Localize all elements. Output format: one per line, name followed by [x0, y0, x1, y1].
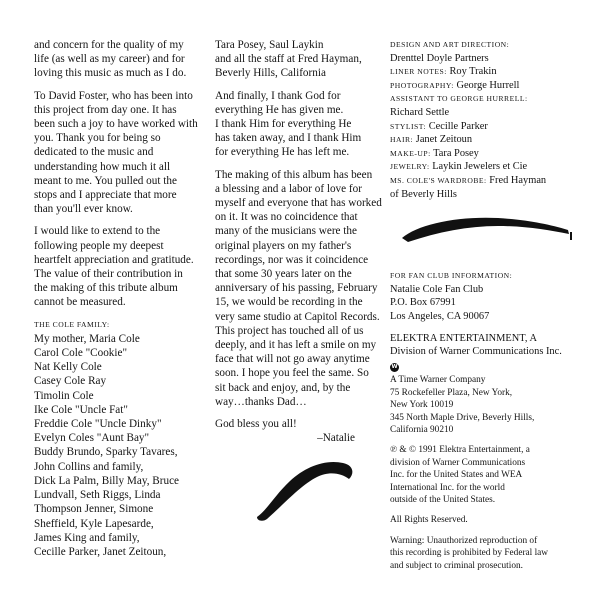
- text-line: California 90210: [390, 424, 454, 435]
- text-line: very same studio at Capitol Records.: [215, 310, 380, 323]
- text-line: Beverly Hills, California: [215, 67, 326, 80]
- credit-label: ASSISTANT TO GEORGE HURRELL:: [390, 94, 528, 104]
- thanks-god: [215, 89, 385, 160]
- text-line: been such a joy to have worked with: [34, 118, 198, 131]
- brush-stroke-right: [398, 210, 598, 250]
- text-line: ℗ & © 1991 Elektra Entertainment, a: [390, 445, 530, 456]
- credit-row: [390, 106, 590, 120]
- text-line: division of Warner Communications: [390, 457, 526, 468]
- text-line: for everything He has left me.: [215, 146, 350, 159]
- credit-value: Drenttel Doyle Partners: [390, 52, 489, 64]
- text-line: you. Thank you for being so: [34, 132, 161, 145]
- text-line: Casey Cole Ray: [34, 375, 107, 388]
- text-line: loving this music as much as I do.: [34, 67, 187, 80]
- text-line: The value of their contribution in: [34, 268, 183, 281]
- text-line: New York 10019: [390, 400, 454, 411]
- text-line: soon. I hope you feel the same. So: [215, 367, 369, 380]
- credit-label: HAIR:: [390, 135, 414, 145]
- text-line: Thompson Jenner, Simone: [34, 503, 154, 516]
- credit-value: Janet Zeitoun: [415, 134, 473, 146]
- text-line: Nat Kelly Cole: [34, 361, 102, 374]
- text-line: heartfelt appreciation and gratitude.: [34, 253, 194, 266]
- text-line: This project has touched all of us: [215, 324, 364, 337]
- credit-row: [390, 52, 590, 66]
- thanks-paragraph-1: [34, 38, 204, 81]
- credit-value: George Hurrell: [456, 79, 520, 91]
- credit-label: MAKE-UP:: [390, 148, 431, 158]
- text-line: Cecille Parker, Janet Zeitoun,: [34, 545, 167, 558]
- text-line: this recording is prohibited by Federal law: [390, 548, 549, 559]
- credits-list: [390, 38, 590, 201]
- credit-label: MS. COLE'S WARDROBE:: [390, 175, 487, 185]
- text-line: original players on my father's: [215, 239, 352, 252]
- text-line: To David Foster, who has been into: [34, 89, 193, 102]
- warner-logo-icon: W: [391, 363, 398, 370]
- text-line: recordings, nor was it coincidence: [215, 253, 369, 266]
- copyright-notice: [390, 444, 590, 506]
- signature-text: –Natalie: [317, 432, 355, 445]
- credit-value: Fred Hayman: [489, 174, 547, 186]
- credit-value: Roy Trakin: [449, 66, 497, 78]
- company-address: [390, 374, 590, 436]
- column-left: [34, 38, 204, 567]
- fanclub-heading: FOR FAN CLUB INFORMATION:: [390, 271, 513, 281]
- text-line: P.O. Box 67991: [390, 297, 456, 309]
- text-line: Tara Posey, Saul Laykin: [215, 39, 324, 51]
- credit-label: PHOTOGRAPHY:: [390, 80, 454, 90]
- text-line: outside of the United States.: [390, 494, 496, 505]
- text-line: A Time Warner Company: [390, 375, 486, 386]
- brush-stroke-bottom: [245, 455, 365, 525]
- text-line: understanding how much it all: [34, 160, 171, 173]
- text-line: and all the staff at Fred Hayman,: [215, 53, 362, 66]
- text-line: And finally, I thank God for: [215, 89, 341, 102]
- column-right: [390, 38, 590, 580]
- text-line: stops and I appreciate that more: [34, 189, 177, 202]
- text-line: My mother, Maria Cole: [34, 332, 140, 345]
- text-line: on it. It was no coincidence that: [215, 211, 358, 224]
- text-line: I would like to extend to the: [34, 225, 161, 238]
- text-line: that some 30 years later on the: [215, 268, 352, 281]
- label-company: [390, 332, 590, 359]
- family-list: [34, 332, 204, 559]
- text-line: Evelyn Coles "Aunt Bay": [34, 432, 150, 445]
- text-line: sit back and enjoy, and, by the: [215, 381, 351, 394]
- text-line: a blessing and a labor of love for: [215, 182, 362, 195]
- credit-row: [390, 188, 590, 202]
- credit-row: [390, 120, 590, 134]
- credit-value: of Beverly Hills: [390, 188, 457, 200]
- credit-label: LINER NOTES:: [390, 67, 447, 77]
- text-line: The making of this album has been: [215, 168, 373, 181]
- text-line: International Inc. for the world: [390, 482, 505, 493]
- text-line: this project from day one. It has: [34, 103, 177, 116]
- text-line: face that will not go away anytime: [215, 353, 370, 366]
- credit-row: [390, 174, 590, 188]
- credit-row: [390, 160, 590, 174]
- thanks-appreciation: [34, 224, 204, 309]
- text-line: deeply, and it has left a smile on my: [215, 339, 377, 352]
- text-line: Freddie Cole "Uncle Dinky": [34, 418, 162, 431]
- text-line: everything He has given me.: [215, 103, 344, 116]
- text-line: than you'll ever know.: [34, 203, 133, 216]
- thanks-staff: [215, 38, 385, 81]
- credit-value: Tara Posey: [433, 147, 479, 159]
- text-line: ELEKTRA ENTERTAINMENT, A: [390, 332, 537, 344]
- text-line: Carol Cole "Cookie": [34, 347, 128, 360]
- text-line: Ike Cole "Uncle Fat": [34, 403, 128, 416]
- credit-label: JEWELRY:: [390, 162, 430, 172]
- credit-row: [390, 79, 590, 93]
- credit-row: [390, 133, 590, 147]
- text-line: many of the musicians were the: [215, 225, 357, 238]
- text-line: Lundvall, Seth Riggs, Linda: [34, 489, 161, 502]
- text-line: Inc. for the United States and WEA: [390, 470, 523, 481]
- text-line: Warning: Unauthorized reproduction of: [390, 535, 538, 546]
- column-middle: [215, 38, 385, 445]
- text-line: Los Angeles, CA 90067: [390, 310, 490, 322]
- text-line: anniversary of his passing, February: [215, 282, 378, 295]
- credit-label: STYLIST:: [390, 121, 427, 131]
- text-line: following people my deepest: [34, 239, 164, 252]
- rights-reserved: All Rights Reserved.: [390, 515, 468, 526]
- text-line: James King and family,: [34, 531, 140, 544]
- closing-line: God bless you all!: [215, 418, 297, 431]
- credit-row: [390, 65, 590, 79]
- fanclub-address: [390, 283, 590, 324]
- text-line: and subject to criminal prosecution.: [390, 560, 523, 571]
- warner-logo-row: [390, 361, 590, 375]
- text-line: Buddy Brundo, Sparky Tavares,: [34, 446, 178, 459]
- credit-row: [390, 38, 590, 52]
- text-line: the making of this tribute album: [34, 282, 178, 295]
- thanks-david-foster: [34, 89, 204, 217]
- credit-row: [390, 92, 590, 106]
- warning-notice: [390, 535, 590, 572]
- text-line: Dick La Palm, Billy May, Bruce: [34, 474, 179, 487]
- credit-value: Laykin Jewelers et Cie: [432, 161, 528, 173]
- text-line: John Collins and family,: [34, 460, 144, 473]
- text-line: I thank Him for everything He: [215, 118, 352, 131]
- text-line: meant to me. You pulled out the: [34, 174, 177, 187]
- making-of-paragraph: [215, 168, 385, 409]
- text-line: dedicated to the music and: [34, 146, 154, 159]
- text-line: and concern for the quality of my: [34, 39, 184, 51]
- credit-value: Cecille Parker: [428, 120, 488, 132]
- text-line: has taken away, and I thank Him: [215, 132, 362, 145]
- text-line: 15, we would be recording in the: [215, 296, 363, 309]
- text-line: Sheffield, Kyle Lapesarde,: [34, 517, 154, 530]
- credit-label: DESIGN AND ART DIRECTION:: [390, 40, 510, 49]
- text-line: life (as well as my career) and for: [34, 53, 185, 66]
- credit-row: [390, 147, 590, 161]
- text-line: Division of Warner Communications Inc.: [390, 346, 562, 358]
- text-line: Timolin Cole: [34, 389, 94, 402]
- text-line: 345 North Maple Drive, Beverly Hills,: [390, 412, 535, 423]
- text-line: myself and everyone that has worked: [215, 197, 382, 210]
- text-line: way…thanks Dad…: [215, 395, 307, 408]
- text-line: cannot be measured.: [34, 296, 126, 309]
- family-heading: THE COLE FAMILY:: [34, 319, 110, 329]
- text-line: 75 Rockefeller Plaza, New York,: [390, 387, 513, 398]
- credit-value: Richard Settle: [390, 106, 450, 118]
- text-line: Natalie Cole Fan Club: [390, 283, 484, 295]
